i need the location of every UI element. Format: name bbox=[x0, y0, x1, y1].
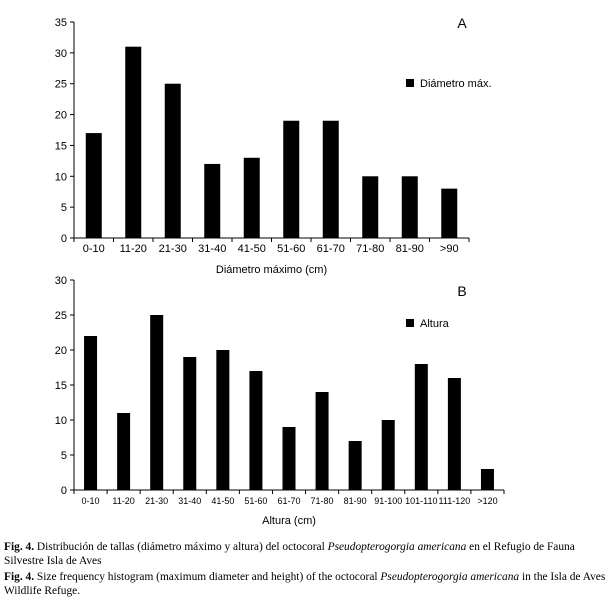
chart-b-bar bbox=[283, 427, 296, 490]
chart-b-bar bbox=[117, 413, 130, 490]
chart-a-bar bbox=[441, 189, 457, 238]
chart-a-x-tick-label: 81-90 bbox=[395, 243, 424, 255]
caption-en-label: Fig. 4. bbox=[4, 571, 35, 583]
chart-b-y-tick-label: 30 bbox=[54, 275, 67, 287]
chart-b-bar bbox=[183, 357, 196, 490]
chart-a-panel-label: A bbox=[457, 15, 467, 31]
chart-b-legend-label: Altura bbox=[420, 318, 449, 330]
chart-b-bar bbox=[316, 392, 329, 490]
caption-english bbox=[4, 570, 610, 598]
chart-a-x-tick-label: 71-80 bbox=[356, 243, 385, 255]
chart-b-y-tick-label: 25 bbox=[54, 310, 67, 322]
chart-b-bar bbox=[150, 315, 163, 490]
chart-b-x-tick-label: 111-120 bbox=[438, 496, 471, 506]
caption-en-text-2: in the Isla de Aves Wildlife Refuge. bbox=[4, 571, 606, 597]
chart-a-y-tick-label: 20 bbox=[54, 109, 67, 122]
chart-a-bar bbox=[323, 121, 339, 238]
chart-b-bar bbox=[415, 364, 428, 490]
chart-b-bar bbox=[448, 378, 461, 490]
chart-b-x-tick-label: 21-30 bbox=[145, 496, 169, 506]
chart-a-bar bbox=[125, 47, 141, 238]
chart-b-x-tick-label: 101-110 bbox=[405, 496, 438, 506]
chart-b-bar bbox=[349, 441, 362, 490]
chart-b-y-tick-label: 10 bbox=[54, 415, 67, 427]
chart-b-x-tick-label: 31-40 bbox=[178, 496, 202, 506]
caption-es-species: Pseudopterogorgia americana bbox=[327, 541, 467, 553]
chart-a-y-tick-label: 15 bbox=[54, 140, 67, 153]
chart-a-x-tick-label: 61-70 bbox=[316, 243, 345, 255]
chart-a-bar bbox=[402, 176, 418, 238]
chart-b-x-tick-label: 61-70 bbox=[277, 496, 301, 506]
chart-b-bar bbox=[216, 350, 229, 490]
chart-a-y-tick-label: 25 bbox=[54, 78, 67, 91]
chart-a-x-tick-label: >90 bbox=[439, 243, 459, 255]
chart-a-x-tick-label: 11-20 bbox=[119, 243, 147, 255]
chart-a-bar bbox=[204, 164, 220, 238]
chart-a-bar bbox=[283, 121, 299, 238]
chart-a-y-tick-label: 5 bbox=[60, 202, 67, 215]
chart-b-x-tick-label: >120 bbox=[477, 496, 498, 506]
chart-b-x-tick-label: 51-60 bbox=[244, 496, 268, 506]
chart-b-y-tick-label: 5 bbox=[60, 450, 67, 462]
chart-b-x-axis-label: Altura (cm) bbox=[262, 515, 316, 527]
chart-a-bar bbox=[165, 84, 181, 238]
caption-spanish bbox=[4, 540, 610, 568]
chart-a-legend-label: Diámetro máx. bbox=[420, 78, 492, 90]
chart-b-x-tick-label: 91-100 bbox=[374, 496, 403, 506]
chart-b-bar bbox=[382, 420, 395, 490]
chart-b-legend-swatch bbox=[406, 319, 414, 327]
caption-es-text-2: en el Refugio de Fauna Silvestre Isla de Aves bbox=[4, 541, 575, 567]
chart-a-bar bbox=[244, 158, 260, 238]
chart-b-x-tick-label: 41-50 bbox=[211, 496, 235, 506]
chart-a-bar bbox=[362, 176, 378, 238]
chart-a-bar bbox=[86, 133, 102, 238]
chart-b-x-tick-label: 0-10 bbox=[81, 496, 100, 506]
chart-b-bar bbox=[481, 469, 494, 490]
chart-a-x-tick-label: 51-60 bbox=[277, 243, 306, 255]
chart-b-bar bbox=[84, 336, 97, 490]
chart-b-bar bbox=[249, 371, 262, 490]
chart-b-x-tick-label: 71-80 bbox=[310, 496, 334, 506]
chart-a-x-tick-label: 0-10 bbox=[82, 243, 105, 255]
chart-a-y-tick-label: 10 bbox=[54, 171, 67, 184]
caption-es-text-1: Distribución de tallas (diámetro máximo y altura) del octocoral bbox=[34, 541, 328, 553]
chart-b-panel-label: B bbox=[457, 283, 467, 299]
caption-es-label: Fig. 4. bbox=[4, 541, 35, 553]
chart-a-x-tick-label: 31-40 bbox=[198, 243, 227, 255]
chart-a-legend-swatch bbox=[406, 79, 414, 87]
chart-a-x-tick-label: 41-50 bbox=[237, 243, 266, 255]
chart-b-y-tick-label: 15 bbox=[54, 380, 67, 392]
chart-a-y-tick-label: 0 bbox=[60, 233, 67, 245]
caption-en-species: Pseudopterogorgia americana bbox=[380, 571, 520, 583]
chart-a-x-tick-label: 21-30 bbox=[158, 243, 187, 255]
chart-a-y-tick-label: 35 bbox=[54, 17, 67, 29]
chart-b-x-tick-label: 81-90 bbox=[343, 496, 367, 506]
chart-b-y-tick-label: 0 bbox=[60, 485, 67, 497]
chart-b-y-tick-label: 20 bbox=[54, 345, 67, 357]
chart-a-x-axis-label: Diámetro máximo (cm) bbox=[215, 264, 328, 276]
chart-b-x-tick-label: 11-20 bbox=[112, 496, 135, 506]
chart-a-y-tick-label: 30 bbox=[54, 47, 67, 60]
caption-en-text-1: Size frequency histogram (maximum diameter and height) of the octocoral bbox=[34, 571, 381, 583]
